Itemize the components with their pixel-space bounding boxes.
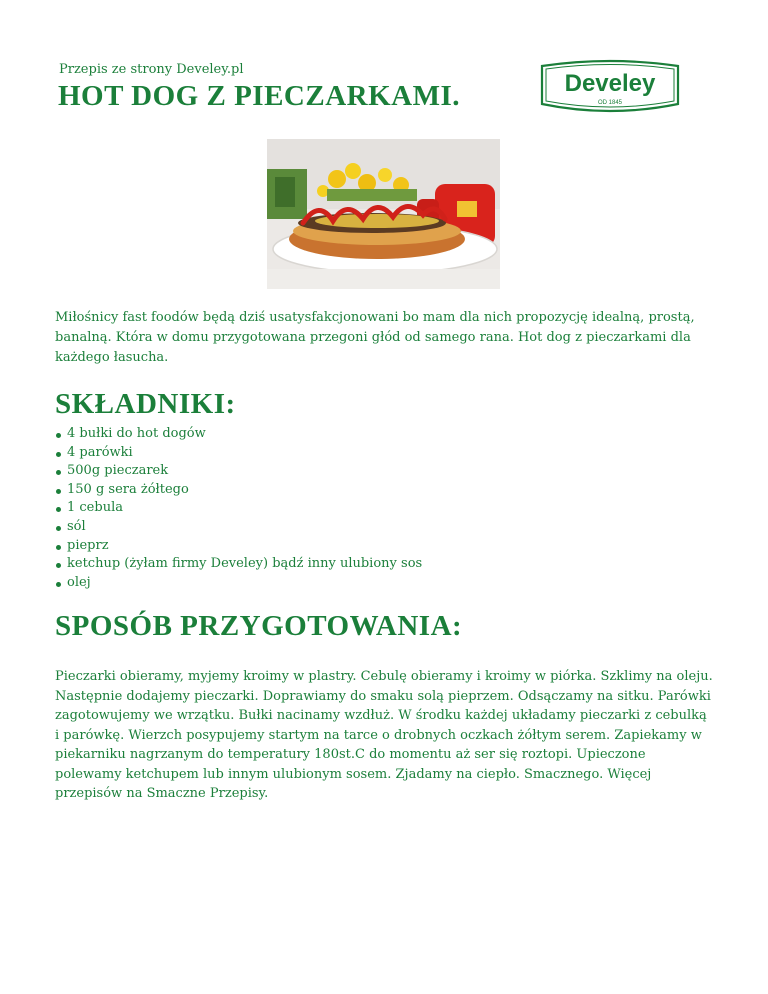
- ingredient-item: ketchup (żyłam firmy Develey) bądź inny ulubiony sos: [55, 555, 422, 574]
- method-paragraph: Pieczarki obieramy, myjemy kroimy w plastry. Cebulę obieramy i kroimy w piórka. Szklimy na oleju. Następnie dodajemy pieczarki. Doprawiamy do smaku solą pieprzem. Odsączamy na sitku. Parówki zagotowujemy we wrzątku. Bułki nacinamy wzdłuż. W środku każdej układamy pieczarki z cebulką i parówkę. Wierzch posypujemy startym na tarce o drobnych oczkach żółtym serem. Zapiekamy w piekarniku nagrzanym do temperatury 180st.C do momentu aż ser się roztopi. Upieczone polewamy ketchupem lub innym ulubionym sosem. Zjadamy na ciepło. Smacznego. Więcej przepisów na Smaczne Przepisy.: [55, 669, 713, 801]
- ingredient-item: 500g pieczarek: [55, 462, 422, 481]
- method-heading: SPOSÓB PRZYGOTOWANIA:: [55, 610, 463, 642]
- develey-logo: [536, 58, 684, 116]
- ingredient-item: pieprz: [55, 537, 422, 556]
- hot-dog-photo: [267, 139, 500, 289]
- recipe-title: HOT DOG Z PIECZARKAMI.: [58, 80, 461, 112]
- ingredient-item: sól: [55, 518, 422, 537]
- ingredient-item: 4 bułki do hot dogów: [55, 425, 422, 444]
- ingredient-item: 1 cebula: [55, 499, 422, 518]
- ingredients-heading: SKŁADNIKI:: [55, 388, 236, 420]
- ingredients-list: [55, 425, 422, 592]
- intro-paragraph: Miłośnicy fast foodów będą dziś usatysfakcjonowani bo mam dla nich propozycję idealną, prostą, banalną. Która w domu przygotowana przegoni głód od samego rana. Hot dog z pieczarkami dla każdego łasucha.: [55, 310, 695, 365]
- logo-since: OD 1845: [597, 100, 623, 106]
- ingredient-item: 4 parówki: [55, 444, 422, 463]
- ingredient-item: 150 g sera żółtego: [55, 481, 422, 500]
- logo-wordmark: Develey: [564, 70, 656, 97]
- ingredient-item: olej: [55, 574, 422, 593]
- source-line: Przepis ze strony Develey.pl: [59, 62, 244, 77]
